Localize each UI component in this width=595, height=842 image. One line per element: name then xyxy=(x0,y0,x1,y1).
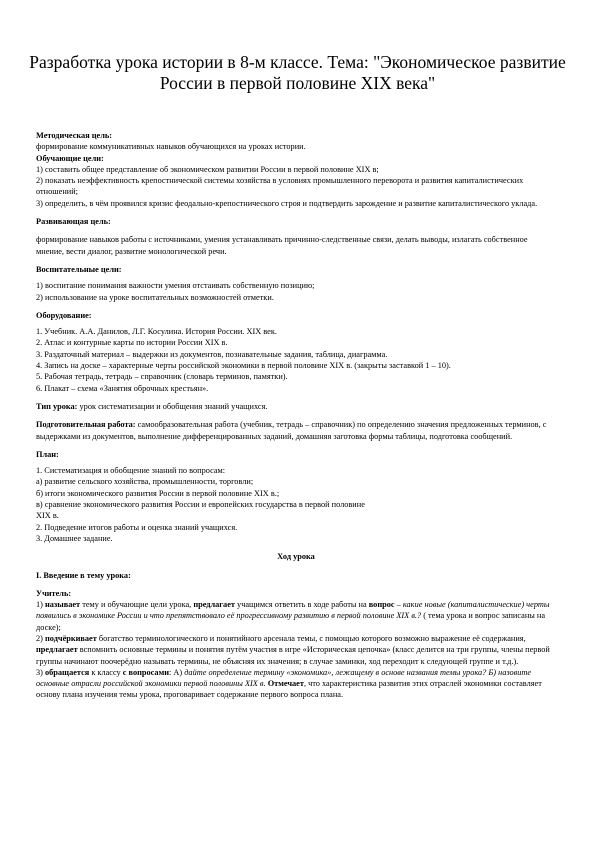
p2-bold-2: предлагает xyxy=(36,645,78,655)
p1-italic-question: какие новые (капиталистические) черты появились в экономике России и что препятствовало её прогрессивному развитию в первой половине XIX в.? xyxy=(36,600,550,621)
p3-prefix: 3) xyxy=(36,667,45,677)
p3-text-4: , что характеристика развития этих отраслей экономики составляет основу плана изучения темы урока, проговаривает содержание первого вопроса плана. xyxy=(36,679,542,700)
plan-item: XIX в. xyxy=(36,511,59,521)
p3-bold-2: с вопросами xyxy=(122,667,170,677)
p2-bold-1: подчёркивает xyxy=(45,633,97,643)
developing-goal-heading: Развивающая цель: xyxy=(36,217,111,227)
plan-item: в) сравнение экономического развития России и европейских государства в первой половине xyxy=(36,500,365,510)
p1-bold-2: предлагает xyxy=(193,600,235,610)
teaching-goals-heading: Обучающие цели: xyxy=(36,153,104,163)
equipment-heading: Оборудование: xyxy=(36,310,92,320)
teacher-paragraph-2 xyxy=(36,633,556,667)
p3-bold-3: Отмечает xyxy=(267,679,304,689)
p2-text-2: вспомнить основные термины и понятия путём участия в игре «Историческая цепочка» (класс делится на три группы, члены первой группы начинают поочерёдно называть термины, не объясняя их значения; в случае заминки, ход переходит к следующей группе и т.д.). xyxy=(36,645,550,666)
method-goal-text: формирование коммуникативных навыков обучающихся на уроках истории. xyxy=(36,142,306,152)
equipment-item: 5. Рабочая тетрадь, тетрадь – справочник (словарь терминов, памятки). xyxy=(36,372,288,382)
prep-work-heading: Подготовительная работа: xyxy=(36,420,136,430)
p1-text-4: ( тема урока и вопрос записаны на доске); xyxy=(36,611,546,632)
p1-text-2: учащимся ответить в ходе работы на xyxy=(234,600,369,610)
lesson-type xyxy=(36,401,556,412)
equipment-item: 3. Раздаточный материал – выдержки из документов, познавательные задания, таблица, диаграмма. xyxy=(36,349,388,359)
educational-goal-item: 2) использование на уроке воспитательных возможностей отметки. xyxy=(36,292,274,302)
educational-goals-heading: Воспитательные цели: xyxy=(36,264,122,274)
document-body xyxy=(36,130,556,701)
plan-heading: План: xyxy=(36,449,59,459)
equipment-item: 6. Плакат – схема «Занятия оброчных крестьян». xyxy=(36,383,209,393)
p3-italic-questions: дайте определение термину «экономика», лежащему в основе названия темы урока? Б) назовите основные отрасли российской экономики первой половины XIX в. xyxy=(36,667,532,689)
section1-heading: I. Введение в тему урока: xyxy=(36,570,131,580)
p3-text-2: : А) xyxy=(169,667,185,677)
teacher-label: Учитель: xyxy=(36,588,72,598)
teaching-goal-item: 1) составить общее представление об экономическом развитии России в первой половине XIX в; xyxy=(36,164,379,174)
teacher-paragraph-1 xyxy=(36,599,556,633)
p1-prefix: 1) xyxy=(36,600,45,610)
equipment-item: 1. Учебник. А.А. Данилов, Л.Г. Косулина. История России. XIX век. xyxy=(36,327,277,337)
lesson-type-text: урок систематизации и обобщения знаний учащихся. xyxy=(77,401,268,411)
developing-goal-text: формирование навыков работы с источниками, умения устанавливать причинно-следственные связи, делать выводы, излагать собственное мнение, вести диалог, развитие монологической речи. xyxy=(36,235,528,256)
plan-item: б) итоги экономического развития России в первой половине XIX в.; xyxy=(36,488,280,498)
prep-work-text: самообразовательная работа (учебник, тетрадь – справочник) по определению значения предложенных терминов, с выдержками из документов, выполнение дифференцированных заданий, домашняя заготовка формы таблицы, подготовка сообщений. xyxy=(36,420,547,441)
document-title: Разработка урока истории в 8-м классе. Тема: "Экономическое развитие России в первой половине XIX века" xyxy=(29,52,566,93)
p1-bold-3: вопрос xyxy=(368,600,395,610)
p2-prefix: 2) xyxy=(36,633,45,643)
method-goal-heading: Методическая цель: xyxy=(36,131,113,140)
equipment-item: 2. Атлас и контурные карты по истории России XIX в. xyxy=(36,338,228,348)
p3-bold-1: обращается xyxy=(45,667,90,677)
teacher-paragraph-3 xyxy=(36,667,556,701)
p1-text-3: – xyxy=(394,600,403,610)
p2-text-1: богатство терминологического и понятийного арсенала темы, с помощью которого возможно выражение её содержания, xyxy=(96,633,526,643)
plan-item: 2. Подведение итогов работы и оценка знаний учащихся. xyxy=(36,522,238,532)
p1-bold-1: называет xyxy=(45,600,81,610)
teaching-goal-item: 2) показать неэффективность крепостнической системы хозяйства в условиях промышленного переворота и развития капиталистических отношений; xyxy=(36,176,524,197)
plan-item: 3. Домашнее задание. xyxy=(36,533,113,543)
lesson-type-heading: Тип урока: xyxy=(36,401,78,411)
plan-item: а) развитие сельского хозяйства, промышленности, торговли; xyxy=(36,477,254,487)
educational-goal-item: 1) воспитание понимания важности умения отстаивать собственную позицию; xyxy=(36,281,315,291)
prep-work xyxy=(36,419,556,442)
p1-text-1: тему и обучающие цели урока, xyxy=(80,600,194,610)
course-heading: Ход урока xyxy=(277,552,315,562)
teaching-goal-item: 3) определить, в чём проявился кризис феодально-крепостнического строя и подтвердить зарождение и развитие капиталистического уклада. xyxy=(36,198,538,208)
p3-text-1: к классу xyxy=(89,667,123,677)
equipment-item: 4. Запись на доске – характерные черты российской экономики в первой половине XIX в. (закрыты заставкой 1 – 10). xyxy=(36,361,451,371)
plan-item: 1. Систематизация и обобщение знаний по вопросам: xyxy=(36,466,226,476)
